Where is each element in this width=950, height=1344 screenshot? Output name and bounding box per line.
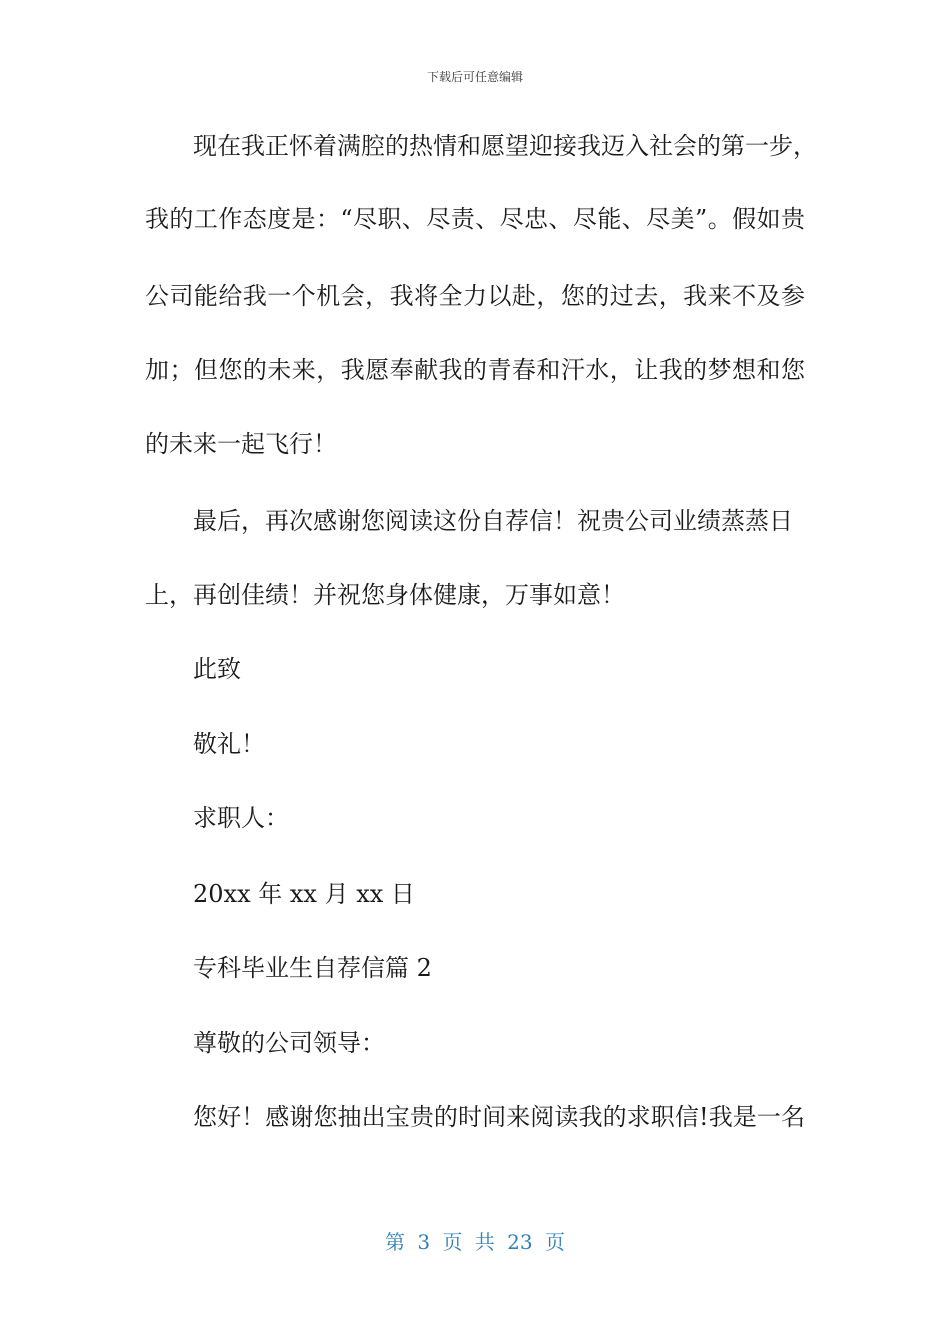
closing-line: 此致 bbox=[193, 655, 241, 683]
closing-salutation: 敬礼！ bbox=[193, 730, 265, 758]
section-title: 专科毕业生自荐信篇 2 bbox=[193, 954, 432, 982]
date-line: 20xx 年 xx 月 xx 日 bbox=[193, 880, 415, 908]
paragraph-line: 加；但您的未来，我愿奉献我的青春和汗水，让我的梦想和您 bbox=[145, 356, 805, 384]
paragraph-line: 您好！感谢您抽出宝贵的时间来阅读我的求职信!我是一名 bbox=[193, 1103, 805, 1131]
paragraph-line: 现在我正怀着满腔的热情和愿望迎接我迈入社会的第一步， bbox=[193, 132, 817, 160]
applicant-label: 求职人： bbox=[193, 804, 289, 832]
page-number: 第 3 页 共 23 页 bbox=[385, 1230, 565, 1254]
paragraph-line: 我的工作态度是：“尽职、尽责、尽忠、尽能、尽美”。假如贵 bbox=[145, 205, 805, 233]
paragraph-line: 上，再创佳绩！并祝您身体健康，万事如意！ bbox=[145, 581, 625, 609]
paragraph-line: 最后，再次感谢您阅读这份自荐信！祝贵公司业绩蒸蒸日 bbox=[193, 507, 793, 535]
paragraph-line: 公司能给我一个机会，我将全力以赴，您的过去，我来不及参 bbox=[145, 282, 805, 310]
header-note: 下载后可任意编辑 bbox=[426, 70, 523, 84]
paragraph-line: 的未来一起飞行！ bbox=[145, 430, 337, 458]
greeting-line: 尊敬的公司领导： bbox=[193, 1029, 385, 1057]
